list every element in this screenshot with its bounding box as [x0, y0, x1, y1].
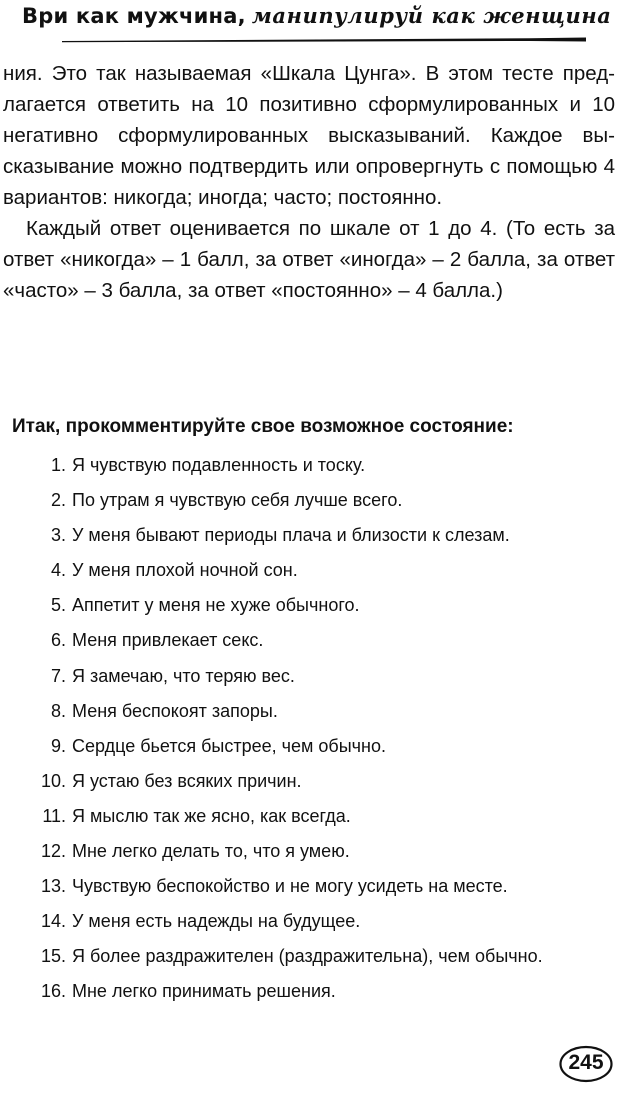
- question-text: Я мыслю так же ясно, как всегда.: [72, 805, 351, 826]
- question-number: 8.: [50, 700, 66, 721]
- question-text: Мне легко принимать решения.: [72, 981, 336, 1002]
- question-number: 6.: [50, 630, 66, 651]
- question-text: У меня есть надежды на будущее.: [72, 911, 361, 932]
- question-text: Я устаю без всяких причин.: [72, 770, 302, 791]
- question-number: 16.: [40, 981, 66, 1002]
- questions-heading: Итак, прокомментируйте свое возможное состояние:: [12, 416, 514, 437]
- question-number: 4.: [50, 560, 66, 581]
- book-title: [22, 3, 612, 29]
- question-text: Чувствую беспокойство и не могу усидеть на месте.: [72, 876, 508, 897]
- page-number-badge: [558, 1045, 614, 1083]
- question-number: 2.: [50, 490, 66, 511]
- question-text: Сердце бьется быстрее, чем обычно.: [72, 735, 386, 756]
- question-number: 7.: [50, 665, 66, 686]
- question-number: 10.: [40, 770, 66, 791]
- body-text: [3, 58, 615, 306]
- paragraph-1: ния. Это так называемая «Шкала Цунга». В этом тесте предлагается ответить на 10 позитивно сформулированных и 10 негативно сформулированных высказываний. Каждое высказывание можно подтвердить или опровергнуть с помощью 4 вариантов: никогда; иногда; часто; постоянно.: [3, 62, 615, 209]
- question-text: Меня привлекает секс.: [72, 630, 264, 651]
- question-number: 9.: [50, 735, 66, 756]
- running-header: [0, 0, 620, 48]
- header-underline: [60, 35, 588, 45]
- question-number: 15.: [40, 946, 66, 967]
- question-number: 5.: [50, 595, 66, 616]
- book-title-part-1: Ври как мужчина,: [22, 4, 246, 28]
- question-number: 11.: [42, 805, 66, 826]
- question-number: 1.: [50, 455, 66, 475]
- question-number: 13.: [40, 876, 66, 897]
- question-text: Мне легко делать то, что я умею.: [72, 841, 350, 862]
- question-number: 3.: [50, 525, 66, 546]
- question-text: У меня бывают периоды плача и близости к слезам.: [72, 525, 510, 546]
- page-number: 245: [568, 1051, 604, 1074]
- question-text: По утрам я чувствую себя лучше всего.: [72, 490, 403, 511]
- question-text: Аппетит у меня не хуже обычного.: [72, 595, 360, 616]
- question-text: Я замечаю, что теряю вес.: [72, 665, 295, 686]
- book-title-part-2: манипулируй как женщина: [251, 3, 612, 28]
- question-text: Я чувствую подавленность и тоску.: [72, 455, 366, 475]
- question-text: У меня плохой ночной сон.: [72, 560, 298, 581]
- question-text: Меня беспокоят запоры.: [72, 700, 278, 721]
- question-text: Я более раздражителен (раздражительна), чем обычно.: [72, 946, 543, 967]
- question-number: 14.: [40, 911, 66, 932]
- paragraph-2: Каждый ответ оценивается по шкале от 1 до 4. (То есть за ответ «никогда» – 1 балл, за ответ «иногда» – 2 балла, за ответ «часто» – 3 балла, за ответ «постоянно» – 4 балла.): [3, 217, 615, 302]
- question-number: 12.: [40, 841, 66, 862]
